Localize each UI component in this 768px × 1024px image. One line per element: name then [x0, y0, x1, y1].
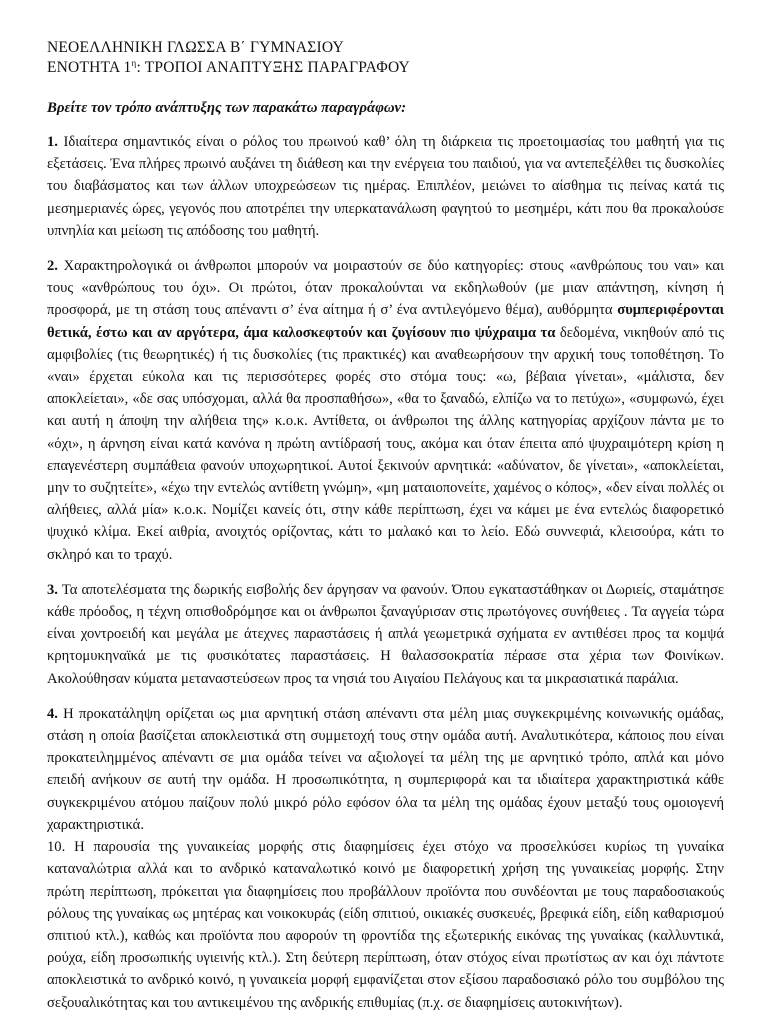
paragraph-2-bold-text: συμπεριφέρονται θετικά, έστω και αν αργότερα, άμα καλοσκεφτούν και ζυγίσουν πιο ψύχραιμα τα	[47, 302, 725, 341]
paragraph-10-number: 10.	[47, 839, 66, 856]
paragraph-4	[47, 703, 724, 836]
paragraph-2-number: 2.	[47, 258, 58, 275]
paragraph-1-number: 1.	[47, 134, 58, 150]
paragraph-10-text: Η παρουσία της γυναικείας μορφής στις διαφημίσεις έχει στόχο να προσελκύσει κυρίως τη γυναίκα καταναλώτρια αλλά και το ανδρικό καταναλωτικό κοινό με διαφορετική χρήση της γυναικείας μορφής. Στην πρώτη περίπτωση, πρόκειται για διαφημίσεις που προβάλλουν προϊόντα που συνδέονται με τους παραδοσιακούς ρόλους της γυναίκας ως μητέρας και νοικοκυράς (είδη σπιτιού, οικιακές συσκευές, βρεφικά είδη, είδη καθαρισμού σπιτιού κτλ.), καθώς και προϊόντα που αφορούν τη φροντίδα της εξωτερικής εικόνας της γυναίκας (καλλυντικά, ρούχα, είδη προσωπικής υγιεινής κτλ.). Στη δεύτερη περίπτωση, όταν στόχος είναι πρωτίστως αν και όχι πάντοτε αποκλειστικά το ανδρικό κοινό, η γυναικεία μορφή εμφανίζεται στον εξίσου παραδοσιακό ρόλο του συμβόλου της σεξουαλικότητας και του αντικειμένου της ανδρικής επιθυμίας (π.χ. σε διαφημίσεις αυτοκινήτων).	[47, 839, 724, 1011]
paragraph-2	[47, 255, 724, 566]
paragraph-2-text-end: δεδομένα, νικηθούν από τις αμφιβολίες (τις θεωρητικές) ή τις δυσκολίες (τις πρακτικές) και αναθεωρήσουν την αρχική τους τοποθέτηση. Το «ναι» έρχεται εύκολα και τις περισσότερες φορές στο στόμα τους: «ω, βέβαια γίνεται», «μάλιστα, δεν αποκλείεται», «δε σας υπόσχομαι, αλλά θα προσπαθήσω», «θα το ξαναδώ, ελπίζω να το πετύχω», «συμφωνώ, έχει και αυτή η άποψη την αλήθεια της» κ.ο.κ. Αντίθετα, οι άνθρωποι της άλλης κατηγορίας αρχίζουν πάντα με το «όχι», η άρνηση είναι κατά κανόνα η πρώτη αντίδρασή τους, ακόμα και όταν έπειτα από ψυχραιμότερη κρίση η επαγενέστερη συμπάθεια φανούν υποχωρητικοί. Αυτοί ξεκινούν αρνητικά: «αδύνατον, δε γίνεται», «αποκλείεται, μην το συζητείτε», «έχω την εντελώς αντίθετη γνώμη», «μη ματαιοπονείτε, χαμένος ο κόπος», «δεν είναι πολλές οι αλήθειες, αλλά μία» κ.ο.κ. Νομίζει κανείς ότι, στην κάθε περίπτωση, έχει να κάμει με ένα εντελώς διαφορετικό ψυχικό κλίμα. Εκεί αιθρία, ανοιχτός ορίζοντας, κάτι το μαλακό και το λείο. Εδώ συννεφιά, κλεισούρα, κάτι το σκληρό και το τραχύ.	[47, 324, 724, 563]
paragraph-4-text: Η προκατάληψη ορίζεται ως μια αρνητική στάση απέναντι στα μέλη μιας συγκεκριμένης κοινωνικής ομάδας, στάση η οποία βασίζεται αποκλειστικά στη συμμετοχή τους στην ομάδα αυτή. Αναλυτικότερα, κάποιος που είναι προκατειλημμένος απέναντι σε μια ομάδα τείνει να αξιολογεί τα μέλη της με αρνητικό τρόπο, απλά και μόνο επειδή ανήκουν σε αυτή την ομάδα. Η προσωπικότητα, η συμπεριφορά και τα ιδιαίτερα χαρακτηριστικά κάθε συγκεκριμένου ατόμου παίζουν πολύ μικρό ρόλο εφόσον όλα τα μέλη της ομάδας έχουν μεταξύ τους ομοιογενή χαρακτηριστικά.	[47, 705, 724, 833]
unit-title	[47, 58, 724, 78]
paragraph-3-number: 3.	[47, 581, 58, 598]
unit-title-sup: η	[131, 58, 137, 68]
paragraph-3-text: Τα αποτελέσματα της δωρικής εισβολής δεν άργησαν να φανούν. Όπου εγκαταστάθηκαν οι Δωριείς, σταμάτησε κάθε πρόοδος, η τέχνη οπισθοδρόμησε και οι άνθρωποι ξαναγύρισαν στις πρωτόγονες συνήθειες . Τα αγγεία τώρα είναι χοντροειδή και μεγάλα με άτεχνες παραστάσεις ή απλά γεωμετρικά σχήματα εν αντιθέσει προς τα κομψά κρητομυκηναϊκά με τις φυσικότατες παραστάσεις. Η θαλασσοκρατία πέρασε στα χέρια των Φοινίκων. Ακολούθησαν κύματα μεταναστεύσεων προς τα νησιά του Αιγαίου Πελάγους και τα μικρασιατικά παράλια.	[47, 581, 725, 687]
unit-title-suffix: : ΤΡΟΠΟΙ ΑΝΑΠΤΥΞΗΣ ΠΑΡΑΓΡΑΦΟΥ	[136, 59, 410, 76]
paragraph-4-number: 4.	[47, 705, 58, 722]
paragraph-1	[47, 131, 724, 242]
course-title: ΝΕΟΕΛΛΗΝΙΚΗ ΓΛΩΣΣΑ Β΄ ΓΥΜΝΑΣΙΟΥ	[47, 39, 344, 56]
paragraph-2-text-start: Χαρακτηρολογικά οι άνθρωποι μπορούν να μοιραστούν σε δύο κατηγορίες: στους «ανθρώπους του ναι» και τους «ανθρώπους του όχι». Οι πρώτοι, όταν προκαλούνται να εκδηλωθούν (με μιαν απάντηση, κίνηση ή προσφορά, με τη στάση τους απέναντι σ’ ένα αίτημα ή σ’ ένα αντιλεγόμενο θέμα), αυθόρμητα	[47, 258, 724, 319]
instruction: Βρείτε τον τρόπο ανάπτυξης των παρακάτω παραγράφων:	[47, 100, 407, 116]
paragraph-10	[47, 836, 724, 1014]
paragraph-3	[47, 579, 724, 690]
paragraph-1-text: Ιδιαίτερα σημαντικός είναι ο ρόλος του πρωινού καθ’ όλη τη διάρκεια τις προετοιμασίας του μαθητή για τις εξετάσεις. Ένα πλήρες πρωινό αυξάνει τη διάθεση και την ενέργεια του παιδιού, για να αντεπεξέλθει τις δυσκολίες του διαβάσματος και των άλλων υποχρεώσεων τις ημέρας. Επιπλέον, μειώνει το αίσθημα τις πείνας κατά τις μεσημεριανές ώρες, γεγονός που αποτρέπει την υπερκατανάλωση φαγητού το μεσημέρι, κάτι που θα προκαλούσε υπνηλία και μείωση τις απόδοσης του μαθητή.	[47, 134, 724, 239]
unit-title-prefix: ΕΝΟΤΗΤΑ 1	[47, 59, 132, 76]
